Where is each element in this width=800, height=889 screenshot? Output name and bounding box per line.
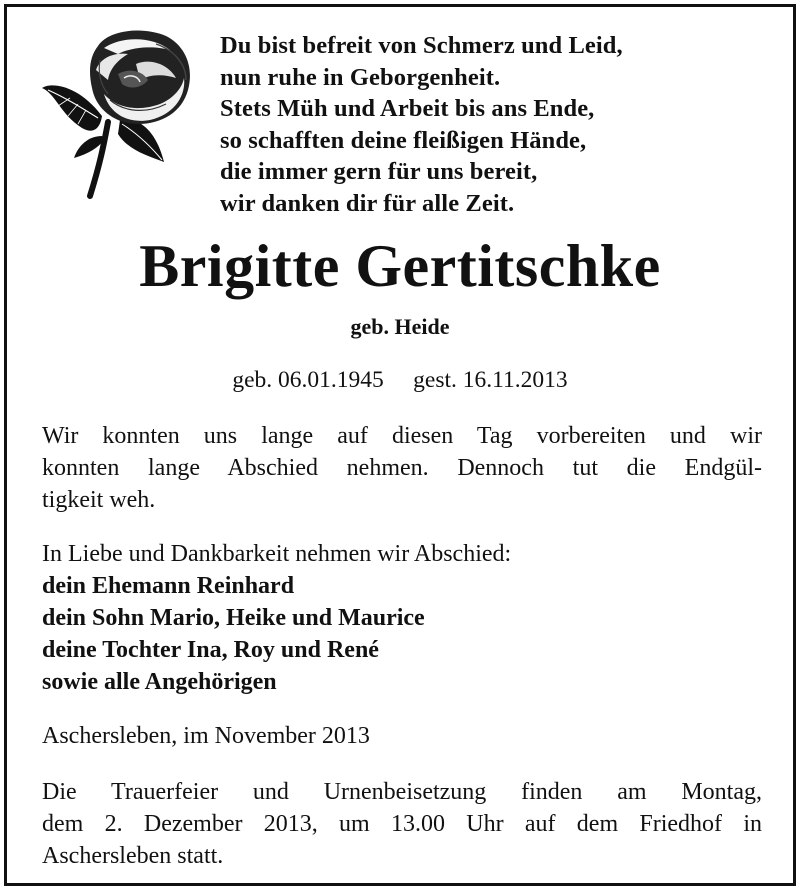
intro-line: tigkeit weh. xyxy=(42,487,156,513)
poem-line: wir danken dir für alle Zeit. xyxy=(220,189,515,217)
life-dates xyxy=(0,364,800,396)
mourner-line: dein Ehemann Reinhard xyxy=(42,573,295,599)
intro-line: Wir konnten uns lange auf diesen Tag vorbereiten und wir xyxy=(42,423,762,449)
intro-paragraph xyxy=(42,420,762,516)
farewell-lead: In Liebe und Dankbarkeit nehmen wir Abschied: xyxy=(42,541,512,567)
birth-date: geb. 06.01.1945 xyxy=(232,367,384,393)
service-line: Aschersleben statt. xyxy=(42,843,224,869)
service-line: Die Trauerfeier und Urnenbeisetzung finden am Montag, xyxy=(42,779,762,805)
service-line: dem 2. Dezember 2013, um 13.00 Uhr auf dem Friedhof in xyxy=(42,811,762,837)
maiden-name: geb. Heide xyxy=(350,314,450,339)
poem-line: so schafften deine fleißigen Hände, xyxy=(220,126,587,154)
mourner-line: sowie alle Angehörigen xyxy=(42,669,277,695)
poem-line: Du bist befreit von Schmerz und Leid, xyxy=(220,32,623,59)
place-date: Aschersleben, im November 2013 xyxy=(42,723,370,749)
poem xyxy=(220,30,623,219)
poem-line: nun ruhe in Geborgenheit. xyxy=(220,63,501,91)
intro-line: konnten lange Abschied nehmen. Dennoch tut die Endgül- xyxy=(42,455,762,481)
service-paragraph xyxy=(42,776,762,872)
mourner-line: dein Sohn Mario, Heike und Maurice xyxy=(42,605,425,631)
poem-line: die immer gern für uns bereit, xyxy=(220,158,538,185)
farewell-block xyxy=(42,538,762,698)
poem-line: Stets Müh und Arbeit bis ans Ende, xyxy=(220,95,595,122)
death-date: gest. 16.11.2013 xyxy=(413,367,568,393)
rose-icon xyxy=(38,24,198,204)
deceased-name: Brigitte Gertitschke xyxy=(139,233,661,299)
mourner-line: deine Tochter Ina, Roy und René xyxy=(42,637,379,663)
